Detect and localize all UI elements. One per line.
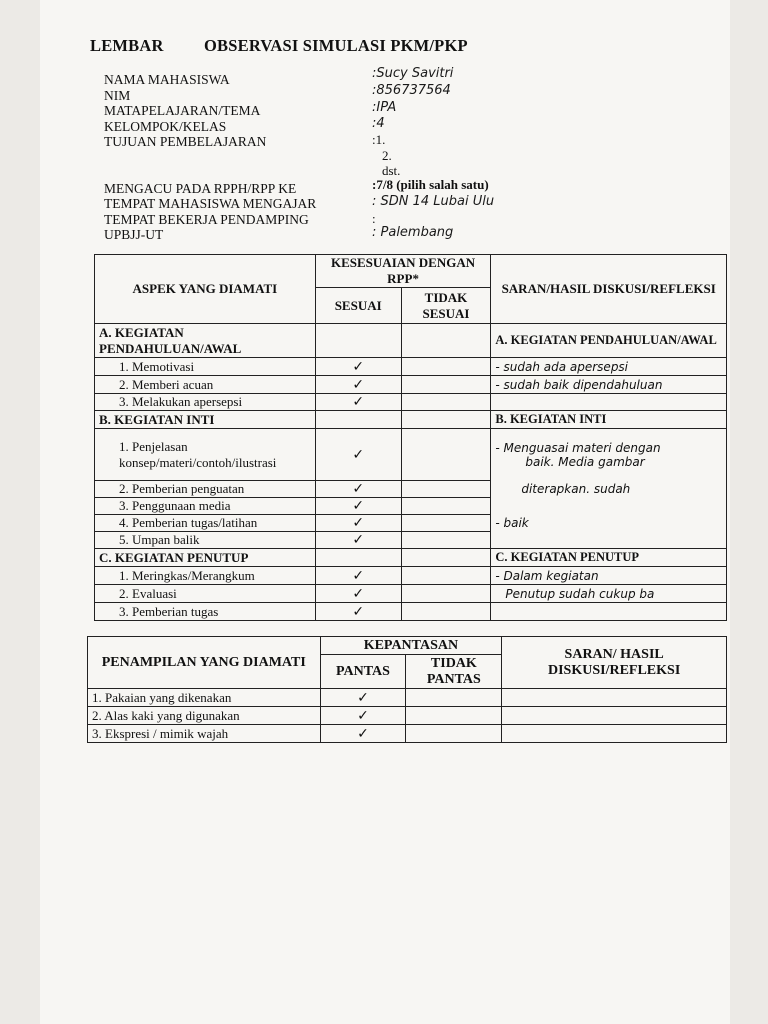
row-c1: 1. Meringkas/Merangkum (95, 567, 316, 585)
row-a3: 3. Melakukan apersepsi (95, 394, 316, 411)
cell-empty (401, 567, 491, 585)
section-b: B. KEGIATAN INTI (95, 411, 316, 429)
appearance-table (87, 636, 727, 743)
note-c2: Penutup sudah cukup ba (491, 585, 727, 603)
row-b5: 5. Umpan balik (95, 532, 316, 549)
label-rpp: MENGACU PADA RPPH/RPP KE (104, 180, 297, 196)
row-b3: 3. Penggunaan media (95, 498, 316, 515)
label-tujuan: TUJUAN PEMBELAJARAN (104, 134, 267, 149)
cell-empty (491, 498, 727, 515)
check-c1: ✓ (315, 567, 401, 585)
label-nama: NAMA MAHASISWA (104, 72, 230, 87)
label-upbjj: UPBJJ-UT (104, 227, 164, 242)
note-b-line-2: baik. Media gambar (525, 454, 645, 469)
cell-empty (401, 515, 491, 532)
cell-empty (401, 411, 491, 429)
note-a2: - sudah baik dipendahuluan (491, 376, 727, 394)
row-b1: 1. Penjelasan konsep/materi/contoh/ilustrasi (95, 429, 316, 481)
check-b2: ✓ (315, 481, 401, 498)
header-tidak-pantas: TIDAK PANTAS (406, 655, 502, 689)
row-c3: 3. Pemberian tugas (95, 603, 316, 621)
value-nim: :856737564 (372, 83, 451, 98)
value-nama: :Sucy Savitri (372, 66, 454, 81)
check-a3: ✓ (315, 394, 401, 411)
note-a-heading: A. KEGIATAN PENDAHULUAN/AWAL (491, 324, 727, 358)
header-saran-2: SARAN/ HASIL DISKUSI/REFLEKSI (502, 637, 727, 689)
header-pantas: PANTAS (320, 655, 406, 689)
check-b4: ✓ (315, 515, 401, 532)
cell-empty (315, 411, 401, 429)
note-b-line-1: - Menguasai materi dengan (495, 440, 661, 455)
note-b-heading: B. KEGIATAN INTI (491, 411, 727, 429)
row-alas-kaki: 2. Alas kaki yang digunakan (88, 707, 321, 725)
note-b3: diterapkan. sudah (491, 481, 727, 498)
value-dst: dst. (382, 163, 401, 178)
label-blank-2 (104, 165, 316, 181)
check-b5: ✓ (315, 532, 401, 549)
cell-empty (502, 725, 727, 743)
cell-empty (401, 429, 491, 481)
check-b1: ✓ (315, 429, 401, 481)
label-nim: NIM (104, 87, 131, 103)
row-c2: 2. Evaluasi (95, 585, 316, 603)
section-c: C. KEGIATAN PENUTUP (95, 549, 316, 567)
section-a: A. KEGIATAN PENDAHULUAN/AWAL (95, 324, 316, 358)
row-a1: 1. Memotivasi (95, 358, 316, 376)
value-tujuan-1: :1. (372, 132, 386, 147)
header-tidak-sesuai: TIDAK SESUAI (401, 288, 491, 324)
row-b2: 2. Pemberian penguatan (95, 481, 316, 498)
check-c2: ✓ (315, 585, 401, 603)
cell-empty (401, 532, 491, 549)
header-kesesuaian: KESESUAIAN DENGAN RPP* (315, 255, 491, 288)
cell-empty (502, 707, 727, 725)
header-aspek: ASPEK YANG DIAMATI (95, 255, 316, 324)
cell-empty (401, 394, 491, 411)
value-tujuan-2: 2. (382, 148, 392, 163)
header-saran: SARAN/HASIL DISKUSI/REFLEKSI (491, 255, 727, 324)
document-title (90, 36, 468, 56)
check-alas-kaki: ✓ (320, 707, 406, 725)
row-b4: 4. Pemberian tugas/latihan (95, 515, 316, 532)
header-kepantasan: KEPANTASAN (320, 637, 502, 655)
observation-table (94, 254, 727, 621)
label-tempat-pendamping: TEMPAT BEKERJA PENDAMPING (104, 211, 309, 227)
check-a2: ✓ (315, 376, 401, 394)
cell-empty (315, 549, 401, 567)
row-ekspresi: 3. Ekspresi / mimik wajah (88, 725, 321, 743)
check-a1: ✓ (315, 358, 401, 376)
cell-empty (491, 394, 727, 411)
cell-empty (401, 481, 491, 498)
header-sesuai: SESUAI (315, 288, 401, 324)
row-pakaian: 1. Pakaian yang dikenakan (88, 689, 321, 707)
value-mapel: :IPA (372, 100, 397, 115)
cell-empty (401, 603, 491, 621)
cell-empty (401, 376, 491, 394)
row-a2: 2. Memberi acuan (95, 376, 316, 394)
value-tempat-mengajar: : SDN 14 Lubai Ulu (372, 194, 495, 209)
cell-empty (491, 532, 727, 549)
note-b4: - baik (491, 515, 727, 532)
cell-empty (401, 324, 491, 358)
label-blank-1 (104, 150, 316, 166)
cell-empty (401, 498, 491, 515)
title-part2: OBSERVASI SIMULASI PKM/PKP (204, 36, 468, 55)
cell-empty (406, 689, 502, 707)
note-a1: - sudah ada apersepsi (491, 358, 727, 376)
title-part1: LEMBAR (90, 36, 164, 55)
label-mapel: MATAPELAJARAN/TEMA (104, 103, 261, 118)
cell-empty (315, 324, 401, 358)
cell-empty (491, 603, 727, 621)
note-c-heading: C. KEGIATAN PENUTUP (491, 549, 727, 567)
cell-empty (401, 585, 491, 603)
value-upbjj: : Palembang (372, 225, 454, 240)
value-rpp: :7/8 (pilih salah satu) (372, 177, 489, 192)
value-tempat-pendamping: : (372, 211, 376, 226)
cell-empty (406, 707, 502, 725)
header-penampilan: PENAMPILAN YANG DIAMATI (88, 637, 321, 689)
note-c1: - Dalam kegiatan (491, 567, 727, 585)
check-ekspresi: ✓ (320, 725, 406, 743)
value-kelas: :4 (372, 116, 385, 131)
check-b3: ✓ (315, 498, 401, 515)
info-labels (104, 72, 316, 243)
cell-empty (401, 549, 491, 567)
cell-empty (502, 689, 727, 707)
cell-empty (401, 358, 491, 376)
check-pakaian: ✓ (320, 689, 406, 707)
cell-empty (406, 725, 502, 743)
note-b1 (491, 429, 727, 481)
label-tempat-mengajar: TEMPAT MAHASISWA MENGAJAR (104, 196, 317, 211)
label-kelas: KELOMPOK/KELAS (104, 118, 227, 134)
check-c3: ✓ (315, 603, 401, 621)
